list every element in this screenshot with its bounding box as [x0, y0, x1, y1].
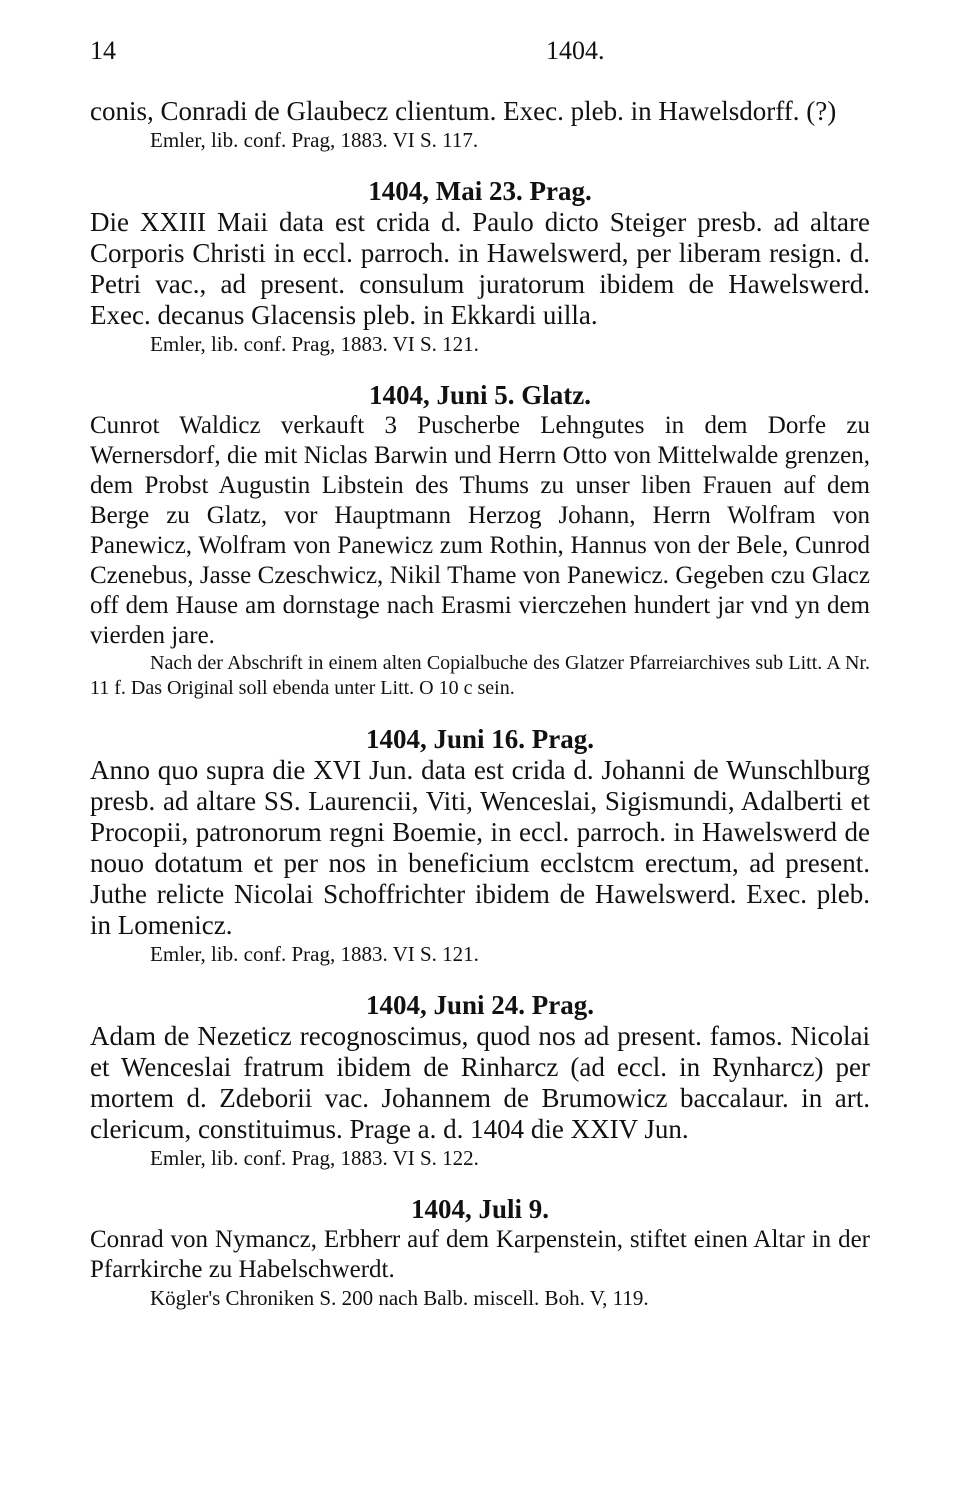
entry-heading: 1404, Juni 16. Prag.	[365, 724, 594, 754]
intro-citation: Emler, lib. conf. Prag, 1883. VI S. 117.	[150, 128, 479, 152]
entry-1404-05-23	[90, 175, 870, 357]
page-body	[90, 96, 870, 1311]
entry-citation: Emler, lib. conf. Prag, 1883. VI S. 121.	[150, 332, 479, 356]
entry-citation: Emler, lib. conf. Prag, 1883. VI S. 121.	[150, 942, 479, 966]
entry-text: Anno quo supra die XVI Jun. data est crida d. Johanni de Wunschlburg presb. ad altare SS. Laurencii, Viti, Wenceslai, Sigismundi, Adalberti et Procopii, patronorum regni Boemie, in eccl. parroch. in Hawelswerd de nouo dotatum et per nos in beneficium ecclstcm erectum, ad present. Juthe relicte Nicolai Schoffrichter ibidem de Hawelswerd. Exec. pleb. in Lomenicz.	[90, 755, 870, 940]
entry-text: Adam de Nezeticz recognoscimus, quod nos ad present. famos. Nicolai et Wenceslai fratrum ibidem de Rinharcz (ad eccl. in Rynharcz) per mortem d. Zdeborii vac. Johannem de Brumowicz baccalaur. in art. clericum, constituimus. Prage a. d. 1404 die XXIV Jun.	[90, 1021, 870, 1144]
entry-1404-06-24	[90, 989, 870, 1171]
entry-1404-06-16	[90, 723, 870, 967]
entry-heading: 1404, Juni 5. Glatz.	[368, 380, 591, 410]
page-number: 14	[90, 36, 116, 65]
running-year: 1404.	[546, 36, 605, 65]
entry-text: Cunrot Waldicz verkauft 3 Puscherbe Lehngutes in dem Dorfe zu Wernersdorf, die mit Niclas Barwin und Herrn Otto von Mittelwalde grenzen, dem Probst Augustin Libstein des Thums zu unser liben Frauen auf dem Berge zu Glatz, vor Hauptmann Herzog Johann, Herrn Wolfram von Panewicz, Wolfram von Panewicz zum Rothin, Hannus von der Bele, Cunrod Czenebus, Jasse Czeschwicz, Nikil Thame von Panewicz. Gegeben czu Glacz off dem Hause am dornstage nach Erasmi vierczehen hundert jar vnd yn dem vierden jare.	[90, 412, 870, 649]
entry-citation: Emler, lib. conf. Prag, 1883. VI S. 122.	[150, 1146, 479, 1170]
intro-text: conis, Conradi de Glaubecz clientum. Exec. pleb. in Hawelsdorff. (?)	[90, 96, 837, 126]
entry-heading: 1404, Mai 23. Prag.	[368, 176, 592, 206]
entry-heading: 1404, Juni 24. Prag.	[365, 990, 594, 1020]
entry-text: Die XXIII Maii data est crida d. Paulo dicto Steiger presb. ad altare Corporis Christi in eccl. parroch. in Hawelswerd, per liberam resign. d. Petri vac., ad present. consulum juratorum ibidem de Hawelswerd. Exec. decanus Glacensis pleb. in Ekkardi uilla.	[90, 207, 870, 330]
entry-citation: Nach der Abschrift in einem alten Copialbuche des Glatzer Pfarreiarchives sub Litt. A Nr. 11 f. Das Original soll ebenda unter Litt. O 10 c sein.	[90, 652, 870, 699]
entry-1404-07-09	[90, 1193, 870, 1311]
page-header	[90, 36, 870, 70]
entry-heading: 1404, Juli 9.	[410, 1194, 550, 1224]
entry-text: Conrad von Nymancz, Erbherr auf dem Karpenstein, stiftet einen Altar in der Pfarrkirche zu Habelschwerdt.	[90, 1226, 870, 1283]
entry-1404-06-05	[90, 379, 870, 701]
intro-block	[90, 96, 870, 153]
entry-citation: Kögler's Chroniken S. 200 nach Balb. miscell. Boh. V, 119.	[150, 1286, 649, 1310]
